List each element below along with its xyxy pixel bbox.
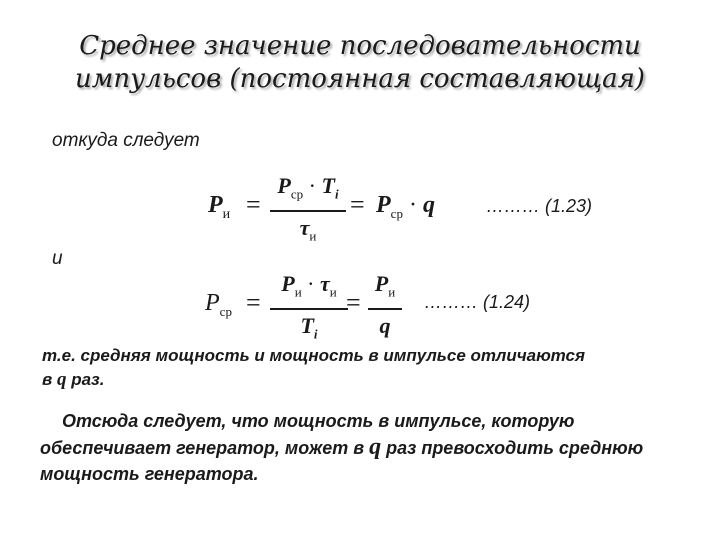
f1-fraction-bar — [270, 210, 346, 212]
f2-denominator-1: $T_i$ — [300, 313, 318, 342]
f2-numerator-1: $P_и \cdot \tau_и$ — [281, 271, 337, 300]
paragraph-conclusion-line-1: Отсюда следует, что мощность в импульсе, которую — [62, 411, 575, 431]
f2-fraction-bar-1 — [270, 308, 348, 310]
equation-number-1-24: ……… (1.24) — [424, 292, 531, 312]
f2-fraction-1 — [270, 270, 348, 349]
paragraph-conclusion-line-3: мощность генератора. — [40, 464, 259, 484]
f1-rhs: $P_{ср} \cdot q$ — [376, 192, 435, 221]
equation-number-1-23: ……… (1.23) — [486, 196, 593, 216]
paragraph-conclusion — [40, 408, 643, 487]
f1-equals-2: = — [350, 190, 365, 219]
f1-equals-1: = — [246, 190, 261, 219]
f2-equals-2: = — [346, 288, 361, 317]
paragraph-conclusion-line-2: обеспечивает генератор, может в q раз превосходить среднюю — [40, 434, 644, 460]
slide-title — [0, 30, 720, 96]
paragraph-ratio-line-2: в q раз. — [42, 369, 105, 390]
title-line-2: импульсов (постоянная составляющая) — [75, 64, 645, 94]
title-line-1: Среднее значение последовательности — [79, 31, 641, 61]
and-label: и — [52, 248, 63, 269]
follows-label: откуда следует — [52, 130, 200, 151]
f2-fraction-bar-2 — [368, 308, 402, 310]
f1-fraction — [270, 172, 346, 251]
paragraph-ratio — [42, 344, 585, 392]
f2-equals-1: = — [246, 288, 261, 317]
f1-numerator: $P_{ср} \cdot T_i$ — [277, 173, 339, 202]
f1-denominator: $\tau_и$ — [299, 215, 317, 244]
f2-fraction-2 — [368, 270, 402, 340]
paragraph-ratio-line-1: т.е. средняя мощность и мощность в импульсе отличаются — [42, 346, 585, 365]
f1-lhs: $P_и$ — [208, 192, 231, 222]
f2-denominator-2: q — [379, 313, 391, 339]
f2-numerator-2: $P_и$ — [374, 271, 396, 300]
f2-lhs: $P_{ср}$ — [205, 290, 232, 319]
